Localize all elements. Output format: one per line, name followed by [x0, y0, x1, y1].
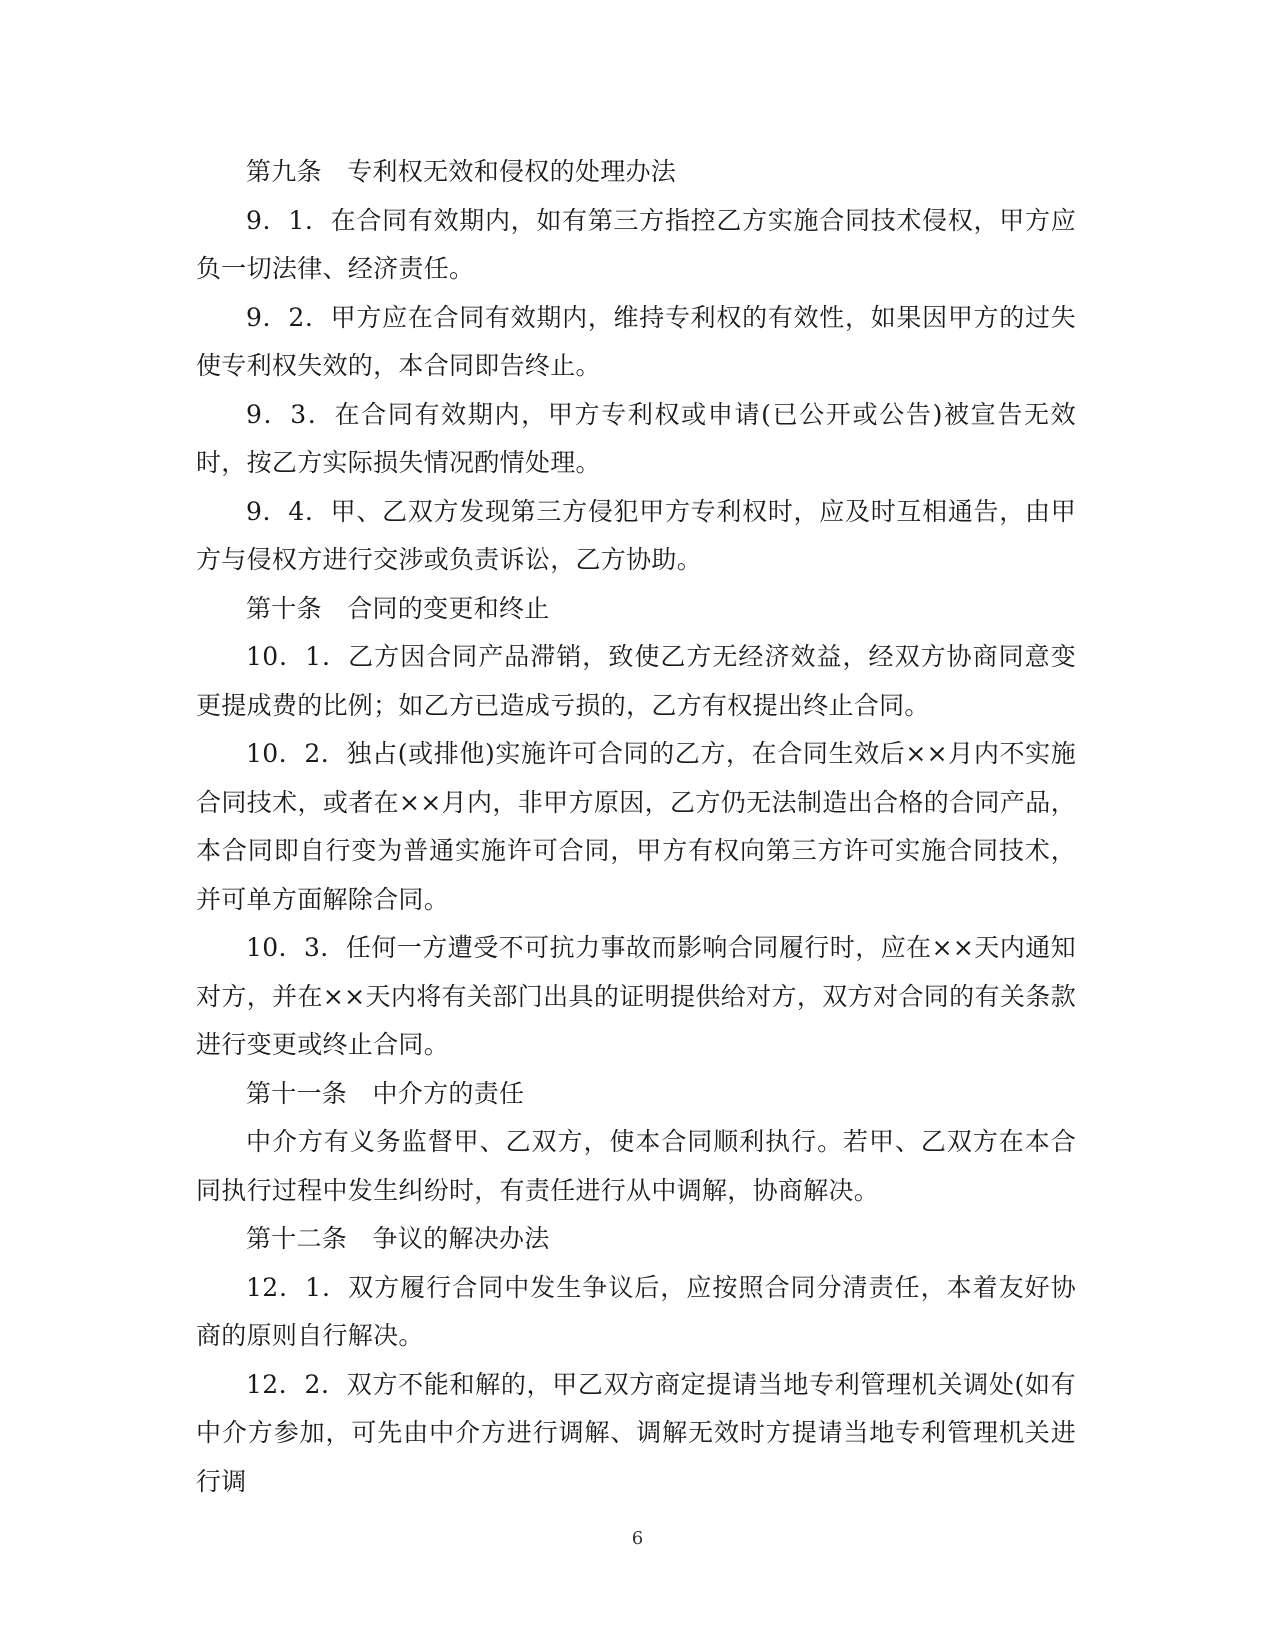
document-body [196, 148, 1076, 1506]
clause-10-2: 10．2．独占(或排他)实施许可合同的乙方，在合同生效后××月内不实施合同技术，或者在××月内，非甲方原因，乙方仍无法制造出合格的合同产品，本合同即自行变为普通实施许可合同，甲方有权向第三方许可实施合同技术，并可单方面解除合同。 [196, 739, 1076, 914]
clause-9-2: 9．2．甲方应在合同有效期内，维持专利权的有效性，如果因甲方的过失使专利权失效的，本合同即告终止。 [196, 302, 1076, 380]
article-12-heading: 第十二条 争议的解决办法 [246, 1224, 550, 1253]
clause-10-1: 10．1．乙方因合同产品滞销，致使乙方无经济效益，经双方协商同意变更提成费的比例；如乙方已造成亏损的，乙方有权提出终止合同。 [196, 642, 1076, 720]
clause-9-1: 9．1．在合同有效期内，如有第三方指控乙方实施合同技术侵权，甲方应负一切法律、经济责任。 [196, 205, 1076, 283]
clause-10-3: 10．3．任何一方遭受不可抗力事故而影响合同履行时，应在××天内通知对方，并在××天内将有关部门出具的证明提供给对方，双方对合同的有关条款进行变更或终止合同。 [196, 933, 1076, 1059]
clause-9-3: 9．3．在合同有效期内，甲方专利权或申请(已公开或公告)被宣告无效时，按乙方实际损失情况酌情处理。 [196, 399, 1076, 477]
clause-12-2: 12．2．双方不能和解的，甲乙双方商定提请当地专利管理机关调处(如有中介方参加，可先由中介方进行调解、调解无效时方提请当地专利管理机关进行调 [196, 1369, 1076, 1496]
article-10-heading: 第十条 合同的变更和终止 [246, 593, 550, 623]
page-number: 6 [631, 1528, 644, 1549]
article-11-heading: 第十一条 中介方的责任 [246, 1078, 525, 1108]
article-11-body: 中介方有义务监督甲、乙双方，使本合同顺利执行。若甲、乙双方在本合同执行过程中发生纠纷时，有责任进行从中调解，协商解决。 [196, 1127, 1076, 1205]
article-9-heading: 第九条 专利权无效和侵权的处理办法 [246, 157, 677, 186]
clause-12-1: 12．1．双方履行合同中发生争议后，应按照合同分清责任，本着友好协商的原则自行解决。 [196, 1272, 1076, 1350]
clause-9-4: 9．4．甲、乙双方发现第三方侵犯甲方专利权时，应及时互相通告，由甲方与侵权方进行交涉或负责诉讼，乙方协助。 [196, 496, 1076, 574]
